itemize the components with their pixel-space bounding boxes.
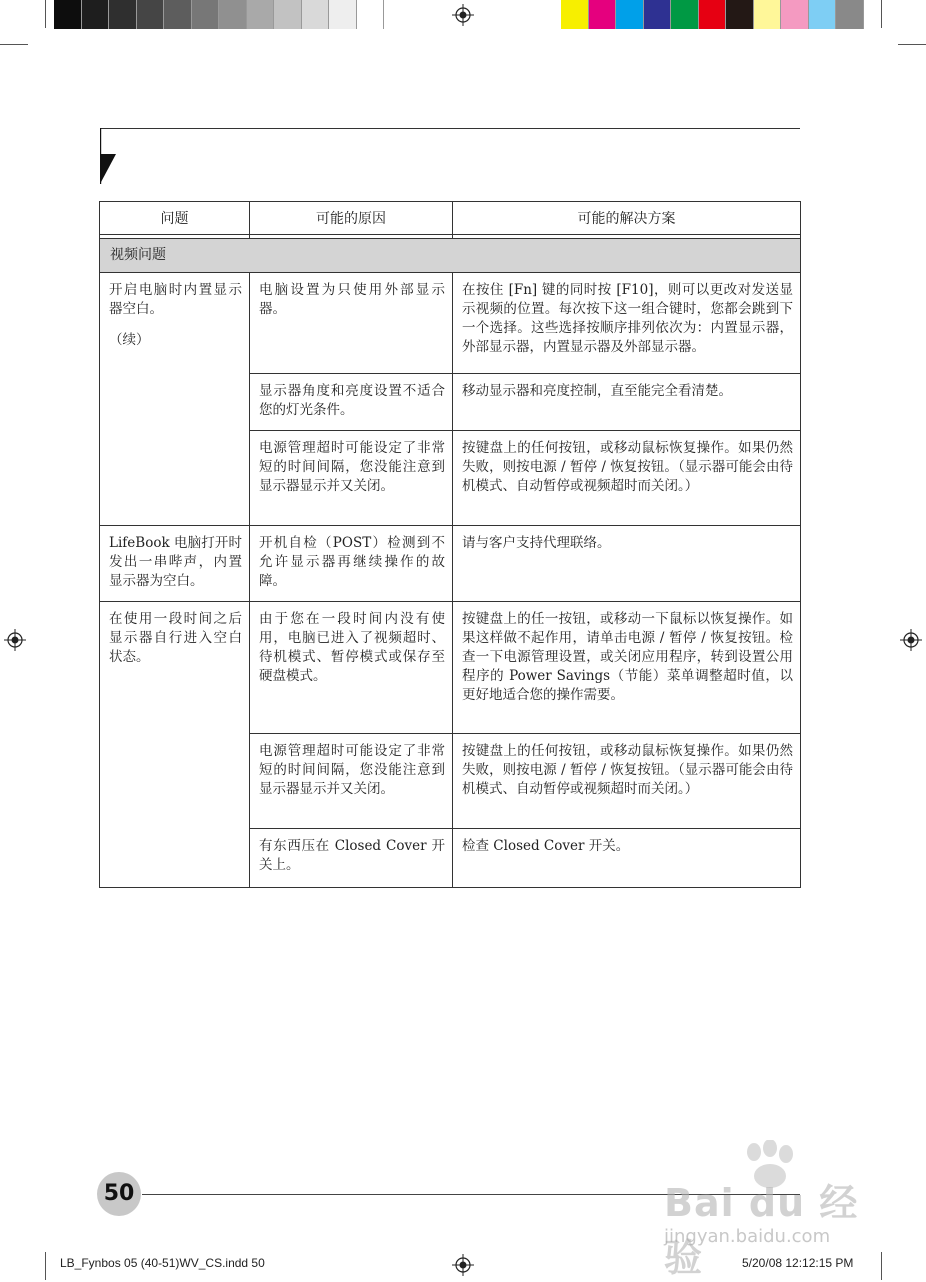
- baidu-jingyan-watermark: [664, 1140, 874, 1280]
- table-row: [100, 602, 801, 734]
- section-row: [100, 239, 801, 273]
- table-row: [100, 273, 801, 374]
- cause-cell: 显示器角度和亮度设置不适合您的灯光条件。: [250, 374, 453, 431]
- crop-mark: [0, 44, 28, 45]
- problem-text: 开启电脑时内置显示器空白。: [109, 282, 242, 317]
- color-swatch: [137, 0, 165, 29]
- page-number-badge: 50: [97, 1172, 141, 1216]
- problem-cell: LifeBook 电脑打开时发出一串哔声，内置显示器为空白。: [100, 526, 250, 602]
- troubleshooting-table: [99, 201, 801, 888]
- problem-cell: [100, 273, 250, 526]
- color-swatch: [699, 0, 727, 29]
- watermark-url: jingyan.baidu.com: [664, 1226, 831, 1247]
- color-swatch: [561, 0, 589, 29]
- registration-mark-icon: [452, 1254, 474, 1276]
- color-swatch: [82, 0, 110, 29]
- solution-cell: 请与客户支持代理联络。: [453, 526, 801, 602]
- color-swatch: [836, 0, 864, 29]
- continued-label: （续）: [109, 332, 150, 348]
- crop-mark: [45, 0, 46, 28]
- header-wedge-icon: [100, 128, 116, 184]
- column-header-solution: 可能的解决方案: [453, 202, 801, 235]
- table-header-row: [100, 202, 801, 235]
- solution-cell: 检查 Closed Cover 开关。: [453, 829, 801, 888]
- color-swatch: [809, 0, 837, 29]
- color-swatch: [357, 0, 385, 29]
- solution-cell: 按键盘上的任一按钮，或移动一下鼠标以恢复操作。如果这样做不起作用，请单击电源 / 暂停 / 恢复按钮。检查一下电源管理设置，或关闭应用程序，转到设置公用程序的 Power Savings（节能）菜单调整超时值，以更好地适合您的操作需要。: [453, 602, 801, 734]
- cause-cell: 电脑设置为只使用外部显示器。: [250, 273, 453, 374]
- column-header-problem: 问题: [100, 202, 250, 235]
- solution-cell: 移动显示器和亮度控制，直至能完全看清楚。: [453, 374, 801, 431]
- crop-mark: [898, 44, 926, 45]
- section-title: 视频问题: [100, 239, 801, 273]
- color-swatch: [589, 0, 617, 29]
- crop-mark: [881, 1252, 882, 1280]
- grayscale-color-bar: [54, 0, 384, 29]
- color-swatch: [219, 0, 247, 29]
- date-slug: 5/20/08 12:12:15 PM: [742, 1256, 854, 1270]
- registration-mark-icon: [4, 629, 26, 651]
- process-color-bar: [561, 0, 864, 29]
- color-swatch: [726, 0, 754, 29]
- watermark-logo: Bai du 经验: [664, 1181, 859, 1280]
- solution-cell: 在按住 [Fn] 键的同时按 [F10]，则可以更改对发送显示视频的位置。每次按下这一组合键时，您都会跳到下一个选择。这些选择按顺序排列依次为：内置显示器，外部显示器，内置显示器及外部显示器。: [453, 273, 801, 374]
- file-slug: LB_Fynbos 05 (40-51)WV_CS.indd 50: [60, 1256, 265, 1270]
- cause-cell: 开机自检（POST）检测到不允许显示器再继续操作的故障。: [250, 526, 453, 602]
- color-swatch: [192, 0, 220, 29]
- color-swatch: [754, 0, 782, 29]
- color-swatch: [274, 0, 302, 29]
- table-row: [100, 526, 801, 602]
- problem-cell: 在使用一段时间之后显示器自行进入空白状态。: [100, 602, 250, 888]
- header-rule: [100, 128, 800, 129]
- color-swatch: [781, 0, 809, 29]
- color-swatch: [671, 0, 699, 29]
- crop-mark: [881, 0, 882, 28]
- solution-cell: 按键盘上的任何按钮，或移动鼠标恢复操作。如果仍然失败，则按电源 / 暂停 / 恢复按钮。（显示器可能会由待机模式、自动暂停或视频超时而关闭。）: [453, 734, 801, 829]
- registration-mark-icon: [900, 629, 922, 651]
- registration-mark-icon: [452, 4, 474, 26]
- color-swatch: [109, 0, 137, 29]
- column-header-cause: 可能的原因: [250, 202, 453, 235]
- solution-cell: 按键盘上的任何按钮，或移动鼠标恢复操作。如果仍然失败，则按电源 / 暂停 / 恢复按钮。（显示器可能会由待机模式、自动暂停或视频超时而关闭。）: [453, 431, 801, 526]
- crop-mark: [45, 1252, 46, 1280]
- cause-cell: 有东西压在 Closed Cover 开关上。: [250, 829, 453, 888]
- cause-cell: 电源管理超时可能设定了非常短的时间间隔，您没能注意到显示器显示并又关闭。: [250, 734, 453, 829]
- color-swatch: [644, 0, 672, 29]
- color-swatch: [302, 0, 330, 29]
- color-swatch: [616, 0, 644, 29]
- color-swatch: [247, 0, 275, 29]
- color-swatch: [54, 0, 82, 29]
- cause-cell: 电源管理超时可能设定了非常短的时间间隔，您没能注意到显示器显示并又关闭。: [250, 431, 453, 526]
- color-swatch: [329, 0, 357, 29]
- cause-cell: 由于您在一段时间内没有使用，电脑已进入了视频超时、待机模式、暂停模式或保存至硬盘模式。: [250, 602, 453, 734]
- color-swatch: [164, 0, 192, 29]
